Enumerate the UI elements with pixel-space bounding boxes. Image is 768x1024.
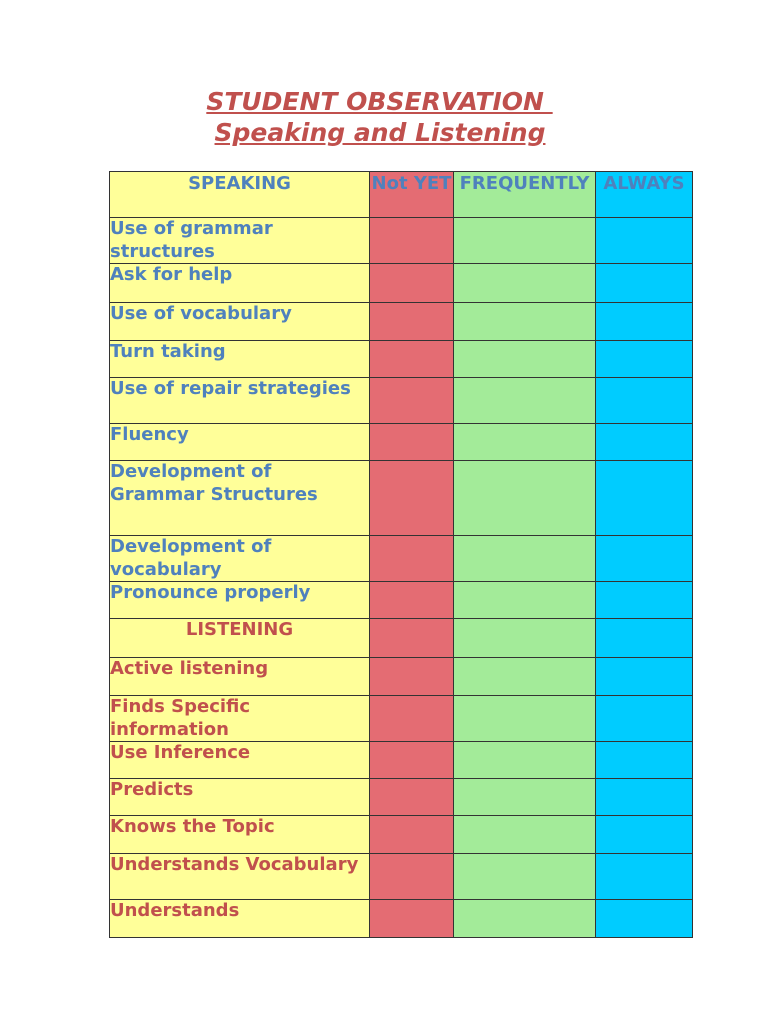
always-cell[interactable] <box>596 341 693 378</box>
not-yet-cell[interactable] <box>370 303 454 341</box>
not-yet-cell[interactable] <box>370 424 454 461</box>
listening-header: LISTENING <box>110 619 370 658</box>
frequently-cell[interactable] <box>454 854 596 900</box>
observation-table <box>109 171 693 938</box>
header-frequently: FREQUENTLY <box>454 172 596 218</box>
frequently-cell[interactable] <box>454 341 596 378</box>
skill-label: Use Inference <box>110 742 370 779</box>
skill-label: Use of grammar structures <box>110 218 370 264</box>
frequently-cell[interactable] <box>454 658 596 696</box>
skill-label: Ask for help <box>110 264 370 303</box>
skill-label: Turn taking <box>110 341 370 378</box>
skill-label: Active listening <box>110 658 370 696</box>
skill-label: Use of vocabulary <box>110 303 370 341</box>
always-cell[interactable] <box>596 582 693 619</box>
table-row <box>110 264 693 303</box>
always-cell[interactable] <box>596 742 693 779</box>
always-cell[interactable] <box>596 619 693 658</box>
table-row <box>110 582 693 619</box>
table-row <box>110 779 693 816</box>
always-cell[interactable] <box>596 696 693 742</box>
frequently-cell[interactable] <box>454 816 596 854</box>
header-row <box>110 172 693 218</box>
skill-label: Development of Grammar Structures <box>110 461 370 536</box>
not-yet-cell[interactable] <box>370 378 454 424</box>
not-yet-cell[interactable] <box>370 461 454 536</box>
skill-label: Development of vocabulary <box>110 536 370 582</box>
frequently-cell[interactable] <box>454 424 596 461</box>
table-row <box>110 854 693 900</box>
frequently-cell[interactable] <box>454 779 596 816</box>
table-row <box>110 424 693 461</box>
frequently-cell[interactable] <box>454 264 596 303</box>
always-cell[interactable] <box>596 461 693 536</box>
table-row <box>110 658 693 696</box>
always-cell[interactable] <box>596 218 693 264</box>
skill-label: Pronounce properly <box>110 582 370 619</box>
frequently-cell[interactable] <box>454 696 596 742</box>
title-line-2: Speaking and Listening <box>214 118 546 147</box>
table-row <box>110 816 693 854</box>
skill-label: Finds Specific information <box>110 696 370 742</box>
not-yet-cell[interactable] <box>370 696 454 742</box>
header-speaking: SPEAKING <box>110 172 370 218</box>
always-cell[interactable] <box>596 378 693 424</box>
frequently-cell[interactable] <box>454 303 596 341</box>
frequently-cell[interactable] <box>454 619 596 658</box>
table-row <box>110 303 693 341</box>
not-yet-cell[interactable] <box>370 779 454 816</box>
always-cell[interactable] <box>596 900 693 938</box>
skill-label: Use of repair strategies <box>110 378 370 424</box>
not-yet-cell[interactable] <box>370 619 454 658</box>
always-cell[interactable] <box>596 536 693 582</box>
table-row <box>110 341 693 378</box>
table-row <box>110 461 693 536</box>
listening-header-row <box>110 619 693 658</box>
skill-label: Fluency <box>110 424 370 461</box>
skill-label: Understands Vocabulary <box>110 854 370 900</box>
skill-label: Predicts <box>110 779 370 816</box>
document-title <box>0 86 768 148</box>
not-yet-cell[interactable] <box>370 582 454 619</box>
always-cell[interactable] <box>596 424 693 461</box>
frequently-cell[interactable] <box>454 742 596 779</box>
table-row <box>110 378 693 424</box>
skill-label: Knows the Topic <box>110 816 370 854</box>
frequently-cell[interactable] <box>454 536 596 582</box>
header-not-yet: Not YET <box>370 172 454 218</box>
always-cell[interactable] <box>596 816 693 854</box>
header-always: ALWAYS <box>596 172 693 218</box>
table-row <box>110 536 693 582</box>
not-yet-cell[interactable] <box>370 742 454 779</box>
not-yet-cell[interactable] <box>370 900 454 938</box>
frequently-cell[interactable] <box>454 461 596 536</box>
always-cell[interactable] <box>596 264 693 303</box>
frequently-cell[interactable] <box>454 900 596 938</box>
always-cell[interactable] <box>596 779 693 816</box>
not-yet-cell[interactable] <box>370 218 454 264</box>
frequently-cell[interactable] <box>454 218 596 264</box>
frequently-cell[interactable] <box>454 378 596 424</box>
not-yet-cell[interactable] <box>370 536 454 582</box>
table-row <box>110 900 693 938</box>
not-yet-cell[interactable] <box>370 816 454 854</box>
not-yet-cell[interactable] <box>370 658 454 696</box>
always-cell[interactable] <box>596 303 693 341</box>
not-yet-cell[interactable] <box>370 341 454 378</box>
title-line-1: STUDENT OBSERVATION <box>206 87 553 116</box>
skill-label: Understands <box>110 900 370 938</box>
always-cell[interactable] <box>596 854 693 900</box>
not-yet-cell[interactable] <box>370 264 454 303</box>
frequently-cell[interactable] <box>454 582 596 619</box>
not-yet-cell[interactable] <box>370 854 454 900</box>
always-cell[interactable] <box>596 658 693 696</box>
table-row <box>110 742 693 779</box>
table-row <box>110 696 693 742</box>
table-row <box>110 218 693 264</box>
